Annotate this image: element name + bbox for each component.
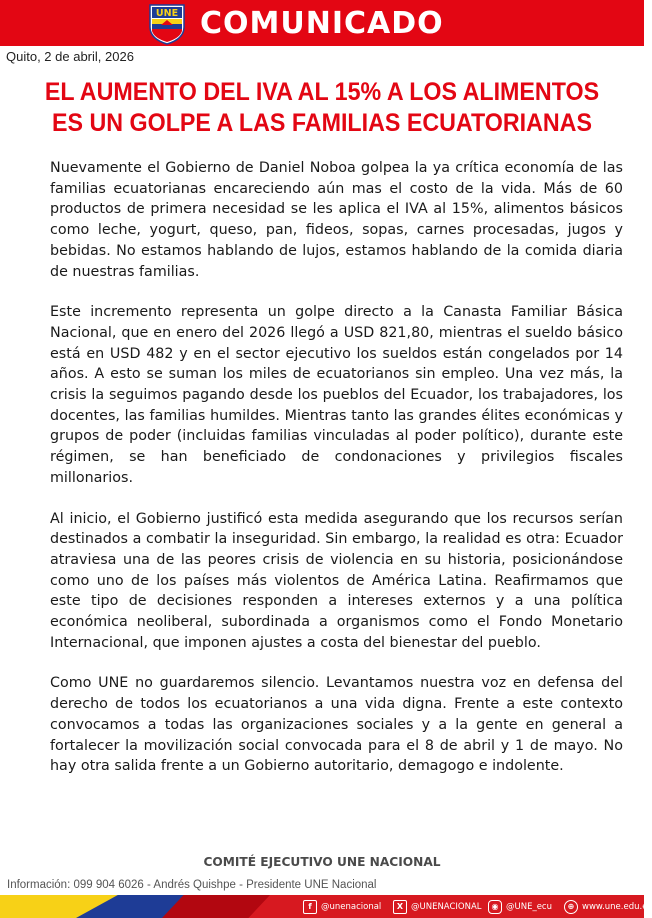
paragraph-2: Este incremento representa un golpe directo a la Canasta Familiar Básica Nacional, que en enero del 2026 llegó a USD 821,80, mientras el sueldo básico está en USD 482 y en el sector ejecutivo los sueldos están congelados por 14 años. A esto se suman los miles de ecuatorianos sin empleo. Una vez más, la crisis la seguimos pagando desde los pueblos del Ecuador, los trabajadores, los docentes, las familias humildes. Mientras tanto las grandes élites económicas y grupos de poder (incluidas familias vinculadas al poder político), durante este régimen, se han beneficiado de condonaciones y privilegios fiscales millonarios. — [50, 304, 623, 486]
instagram-handle: @UNE_ecu — [506, 901, 552, 912]
headline — [41, 77, 603, 139]
header-title: COMUNICADO — [200, 6, 444, 41]
facebook-handle: @unenacional — [321, 901, 382, 912]
contact-info: Información: 099 904 6026 - Andrés Quishpe - Presidente UNE Nacional — [7, 879, 377, 891]
x-handle: @UNENACIONAL — [411, 901, 482, 912]
social-web[interactable] — [564, 895, 652, 918]
svg-text:UNE: UNE — [155, 8, 179, 19]
headline-line-1: EL AUMENTO DEL IVA AL 15% A LOS ALIMENTOS — [44, 78, 600, 106]
body-text — [50, 158, 623, 797]
social-facebook[interactable] — [303, 895, 381, 918]
facebook-icon: f — [303, 900, 317, 914]
paragraph-4: Como UNE no guardaremos silencio. Levantamos nuestra voz en defensa del derecho de todos los ecuatorianos a una vida digna. Frente a este contexto convocamos a todas las organizaciones sociales y a la gente en general a fortalecer la movilización social convocada para el 8 de abril y 1 de mayo. No hay otra salida frente a un Gobierno autoritario, demagogo e indolente. — [50, 675, 623, 775]
globe-icon: ⊕ — [564, 900, 578, 914]
footer-bar — [0, 895, 652, 918]
web-url: www.une.edu.ec — [582, 901, 652, 912]
x-icon: X — [393, 900, 407, 914]
signature: COMITÉ EJECUTIVO UNE NACIONAL — [203, 855, 441, 869]
une-logo — [146, 3, 188, 45]
social-instagram[interactable] — [488, 895, 552, 918]
paragraph-1: Nuevamente el Gobierno de Daniel Noboa golpea la ya crítica economía de las familias ecuatorianas encareciendo aún mas el costo de la vida. Más de 60 productos de primera necesidad se les aplica el IVA al 15%, alimentos básicos como leche, yogurt, queso, pan, fideos, sopas, carnes procesadas, jugos y bebidas. No estamos hablando de lujos, estamos hablando de la comida diaria de nuestras familias. — [50, 160, 623, 280]
social-x[interactable] — [393, 895, 482, 918]
instagram-icon: ◉ — [488, 900, 502, 914]
headline-line-2: ES UN GOLPE A LAS FAMILIAS ECUATORIANAS — [52, 109, 592, 137]
document-date: Quito, 2 de abril, 2026 — [6, 49, 134, 64]
header-banner — [0, 0, 644, 46]
paragraph-3: Al inicio, el Gobierno justificó esta medida asegurando que los recursos serían destinados a combatir la inseguridad. Sin embargo, la realidad es otra: Ecuador atraviesa una de las peores crisis de violencia en su historia, posicionándose como uno de los países más violentos de América Latina. Reafirmamos que este tipo de decisiones responden a intereses externos y a una política económica neoliberal, subordinada a organismos como el Fondo Monetario Internacional, que imponen ajustes a costa del bienestar del pueblo. — [50, 510, 623, 651]
